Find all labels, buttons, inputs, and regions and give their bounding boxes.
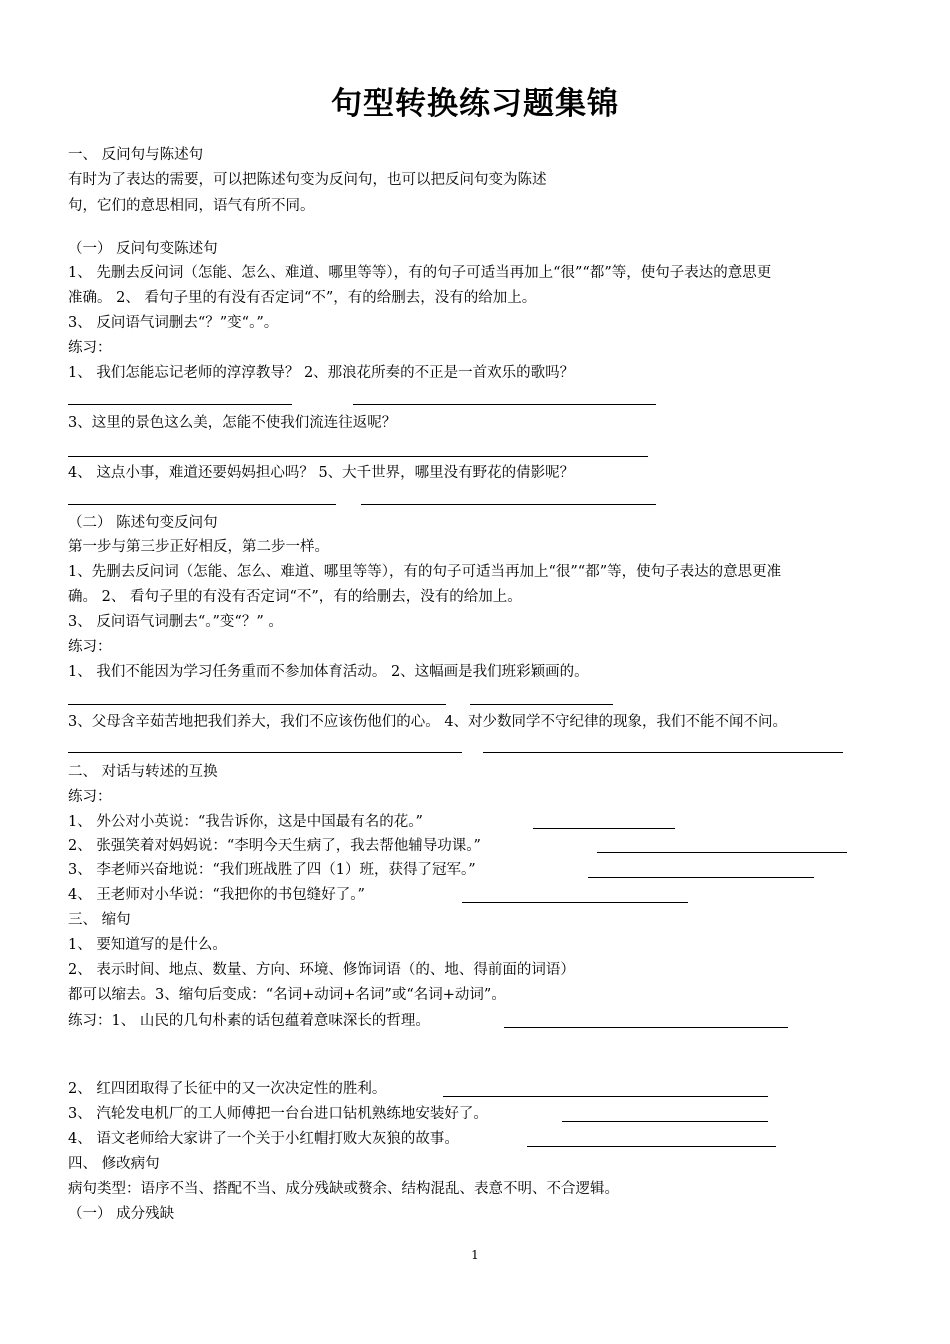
text-line: 1、先删去反问词（怎能、怎么、难道、哪里等等），有的句子可适当再加上“很”“都”等，使句子表达的意思更准 [68, 564, 782, 580]
text-line: 3、 反问语气词删去“。”变“？” 。 [68, 614, 283, 630]
answer-line[interactable] [68, 752, 462, 753]
exercise-item: 3、这里的景色这么美，怎能不使我们流连往返呢？ [68, 415, 397, 431]
subsection-heading: （一） 成分残缺 [68, 1206, 175, 1222]
answer-line[interactable] [527, 1146, 776, 1147]
text-line: 准确。 2、 看句子里的有没有否定词“不”，有的给删去，没有的给加上。 [68, 290, 537, 306]
answer-line[interactable] [68, 404, 292, 405]
exercise-label: 练习： [68, 789, 112, 805]
answer-line[interactable] [533, 828, 675, 829]
exercise-item: 3、 汽轮发电机厂的工人师傅把一台台进口钻机熟练地安装好了。 [68, 1106, 488, 1122]
exercise-item: 3、父母含辛茹苦地把我们养大，我们不应该伤他们的心。 4、对少数同学不守纪律的现象，我们不能不闻不问。 [68, 714, 788, 730]
subsection-heading: （一） 反问句变陈述句 [68, 241, 218, 257]
text-line: 1、 先删去反问词（怎能、怎么、难道、哪里等等），有的句子可适当再加上“很”“都”等，使句子表达的意思更 [68, 265, 772, 281]
exercise-item: 练习：1、 山民的几句朴素的话包蕴着意味深长的哲理。 [68, 1013, 430, 1029]
exercise-label: 练习： [68, 639, 112, 655]
page-title: 句型转换练习题集锦 [331, 86, 619, 122]
answer-line[interactable] [470, 704, 613, 705]
answer-line[interactable] [504, 1027, 788, 1028]
exercise-item: 3、 李老师兴奋地说：“我们班战胜了四（1）班，获得了冠军。” [68, 862, 476, 878]
exercise-item: 2、 张强笑着对妈妈说：“李明今天生病了，我去帮他辅导功课。” [68, 838, 481, 854]
exercise-item: 1、 外公对小英说：“我告诉你，这是中国最有名的花。” [68, 814, 423, 830]
text-line: 3、 反问语气词删去“？”变“。”。 [68, 315, 279, 331]
subsection-heading: （二） 陈述句变反问句 [68, 515, 218, 531]
exercise-item: 4、 这点小事，难道还要妈妈担心吗？ 5、大千世界，哪里没有野花的倩影呢？ [68, 465, 575, 481]
exercise-item: 1、 我们不能因为学习任务重而不参加体育活动。 2、这幅画是我们班彩颖画的。 [68, 664, 589, 680]
answer-line[interactable] [68, 456, 648, 457]
section-4-heading: 四、 修改病句 [68, 1156, 160, 1172]
answer-line[interactable] [588, 877, 814, 878]
answer-line[interactable] [597, 852, 847, 853]
text-line: 1、 要知道写的是什么。 [68, 937, 227, 953]
text-line: 都可以缩去。3、缩句后变成：“名词+动词+名词”或“名词+动词”。 [68, 987, 506, 1003]
answer-line[interactable] [483, 752, 843, 753]
exercise-item: 4、 语文老师给大家讲了一个关于小红帽打败大灰狼的故事。 [68, 1131, 459, 1147]
answer-line[interactable] [462, 902, 688, 903]
answer-line[interactable] [68, 704, 446, 705]
section-2-heading: 二、 对话与转述的互换 [68, 764, 218, 780]
text-line: 病句类型：语序不当、搭配不当、成分残缺或赘余、结构混乱、表意不明、不合逻辑。 [68, 1181, 619, 1197]
answer-line[interactable] [443, 1096, 768, 1097]
text-line: 确。 2、 看句子里的有没有否定词“不”，有的给删去，没有的给加上。 [68, 589, 522, 605]
exercise-item: 2、 红四团取得了长征中的又一次决定性的胜利。 [68, 1081, 387, 1097]
page-number: 1 [471, 1248, 479, 1262]
section-1-heading: 一、 反问句与陈述句 [68, 147, 204, 163]
answer-line[interactable] [361, 504, 656, 505]
answer-line[interactable] [68, 504, 336, 505]
exercise-item: 1、 我们怎能忘记老师的淳淳教导？ 2、那浪花所奏的不正是一首欢乐的歌吗？ [68, 365, 575, 381]
answer-line[interactable] [353, 404, 656, 405]
exercise-item: 4、 王老师对小华说：“我把你的书包缝好了。” [68, 887, 365, 903]
section-3-heading: 三、 缩句 [68, 912, 131, 928]
text-line: 有时为了表达的需要，可以把陈述句变为反问句，也可以把反问句变为陈述 [68, 172, 547, 188]
exercise-label: 练习： [68, 340, 112, 356]
answer-line[interactable] [562, 1121, 768, 1122]
text-line: 句，它们的意思相同，语气有所不同。 [68, 198, 315, 214]
text-line: 第一步与第三步正好相反，第二步一样。 [68, 539, 329, 555]
text-line: 2、 表示时间、地点、数量、方向、环境、修饰词语（的、地、得前面的词语） [68, 962, 575, 978]
